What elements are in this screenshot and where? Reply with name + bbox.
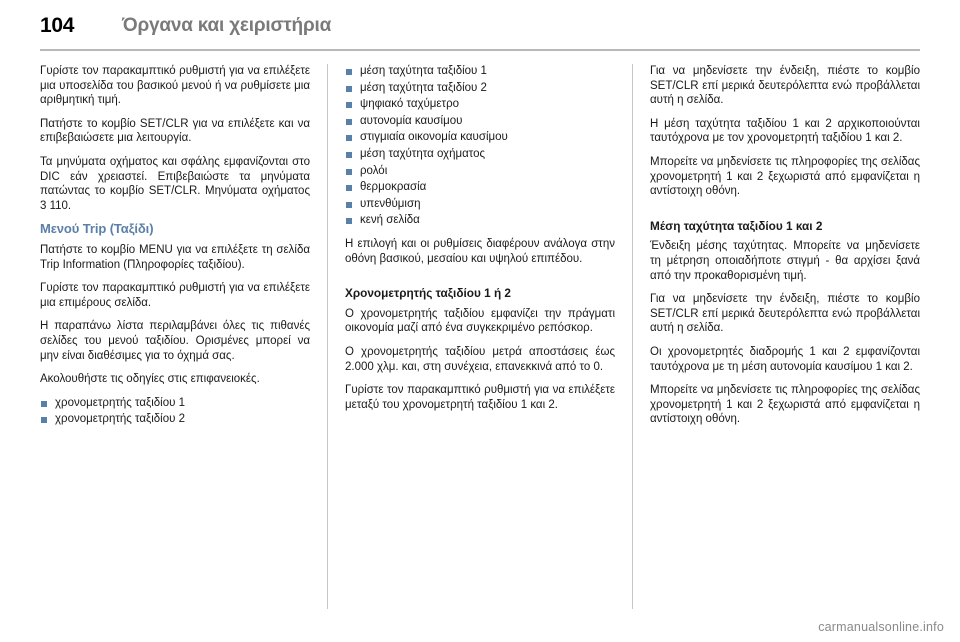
section-heading: Μενού Trip (Ταξίδι): [40, 221, 154, 237]
spacer: [650, 208, 920, 213]
paragraph: Ο χρονομετρητής ταξιδίου εμφανίζει την πράγματι οικονομία μαζί από ένα συγκεκριμένο ρεπόσκορ.: [345, 307, 615, 335]
list-item: μέση ταχύτητα οχήματος: [345, 147, 615, 162]
list-item: μέση ταχύτητα ταξιδίου 2: [345, 81, 615, 96]
paragraph: Για να μηδενίσετε την ένδειξη, πιέστε το κομβίο SET/CLR επί μερικά δευτερόλεπτα ενώ προβάλλεται αυτή η σελίδα.: [650, 65, 920, 107]
list-item: θερμοκρασία: [345, 180, 615, 195]
list-item: στιγμιαία οικονομία καυσίμου: [345, 130, 615, 145]
bullet-list: [345, 64, 615, 228]
paragraph: Η μέση ταχύτητα ταξιδίου 1 και 2 αρχικοποιούνται ταυτόχρονα με τον χρονομετρητή ταξιδίου 1 και 2.: [650, 117, 920, 145]
list-item: αυτονομία καυσίμου: [345, 114, 615, 129]
section-heading: Μέση ταχύτητα ταξιδίου 1 και 2: [650, 218, 823, 233]
paragraph: Γυρίστε τον παρακαμπτικό ρυθμιστή για να επιλέξετε μεταξύ του χρονομετρητή ταξιδίου 1 και 2.: [345, 384, 615, 411]
paragraph: Γυρίστε τον παρακαμπτικό ρυθμιστή για να επιλέξετε μια επιμέρους σελίδα.: [40, 282, 310, 309]
paragraph: Γυρίστε τον παρακαμπτικό ρυθμιστή για να επιλέξετε μια υποσελίδα του βασικού μενού ή να ρυθμίσετε μια αριθμητική τιμή.: [40, 65, 310, 107]
column-3: [650, 64, 920, 609]
column-2: [345, 64, 615, 609]
paragraph: Μπορείτε να μηδενίσετε τις πληροφορίες της σελίδας χρονομετρητή 1 και 2 ξεχωριστά από εμφανίζεται η αντίστοιχη οθόνη.: [650, 384, 920, 426]
paragraph: Ο χρονομετρητής ταξιδίου μετρά αποστάσεις έως 2.000 χλμ. και, στη συνέχεια, επανεκκινά από το 0.: [345, 345, 615, 373]
chapter-title: Όργανα και χειριστήρια: [122, 15, 332, 36]
paragraph: Τα μηνύματα οχήματος και σφάλης εμφανίζονται στο DIC εάν χρειαστεί. Επιβεβαιώστε τα μηνύματα πατώντας το κομβίο SET/CLR. Μηνύματα οχήματος 3 110.: [40, 155, 310, 212]
section-heading: Χρονομετρητής ταξιδίου 1 ή 2: [345, 286, 511, 301]
column-divider-2: [632, 64, 633, 609]
paragraph: Ακολουθήστε τις οδηγίες στις επιφανειοκές.: [40, 373, 260, 386]
paragraph: Για να μηδενίσετε την ένδειξη, πιέστε το κομβίο SET/CLR επί μερικά δευτερόλεπτα ενώ προβάλλεται αυτή η σελίδα.: [650, 293, 920, 335]
list-item: ψηφιακό ταχύμετρο: [345, 97, 615, 112]
paragraph: Η επιλογή και οι ρυθμίσεις διαφέρουν ανάλογα στην οθόνη βασικού, μεσαίου και υψηλού επιπέδου.: [345, 237, 615, 265]
list-item: ρολόι: [345, 164, 615, 179]
page-number: 104: [40, 14, 75, 37]
spacer: [345, 275, 615, 280]
paragraph: Πατήστε το κομβίο SET/CLR για να επιλέξετε και να επιβεβαιώσετε μια λειτουργία.: [40, 117, 310, 145]
paragraph: Οι χρονομετρητές διαδρομής 1 και 2 εμφανίζονται ταυτόχρονα με τη μέση αυτονομία καυσίμου 1 και 2.: [650, 345, 920, 373]
column-1: [40, 64, 310, 609]
bullet-list: [40, 396, 310, 427]
page-columns: [40, 64, 920, 609]
list-item: μέση ταχύτητα ταξιδίου 1: [345, 64, 615, 79]
header-divider: [40, 49, 920, 51]
site-watermark: carmanualsonline.info: [818, 620, 944, 634]
paragraph: Ένδειξη μέσης ταχύτητας. Μπορείτε να μηδενίσετε τη μέτρηση οποιαδήποτε στιγμή - θα αρχίσει ξανά από την προκαθορισμένη τιμή.: [650, 240, 920, 282]
page-header: [40, 14, 920, 54]
list-item: υπενθύμιση: [345, 197, 615, 212]
list-item: χρονομετρητής ταξιδίου 1: [40, 396, 310, 411]
paragraph: Μπορείτε να μηδενίσετε τις πληροφορίες της σελίδας χρονομετρητή 1 και 2 ξεχωριστά από εμφανίζεται η αντίστοιχη οθόνη.: [650, 155, 920, 198]
paragraph: Πατήστε το κομβίο MENU για να επιλέξετε τη σελίδα Trip Information (Πληροφορίες ταξιδίου).: [40, 243, 310, 271]
paragraph: Η παραπάνω λίστα περιλαμβάνει όλες τις πιθανές σελίδες του μενού ταξιδίου. Ορισμένες μπορεί να μην είναι διαθέσιμες για το όχημά σας.: [40, 320, 310, 362]
list-item: κενή σελίδα: [345, 213, 615, 228]
column-divider-1: [327, 64, 328, 609]
list-item: χρονομετρητής ταξιδίου 2: [40, 412, 310, 427]
